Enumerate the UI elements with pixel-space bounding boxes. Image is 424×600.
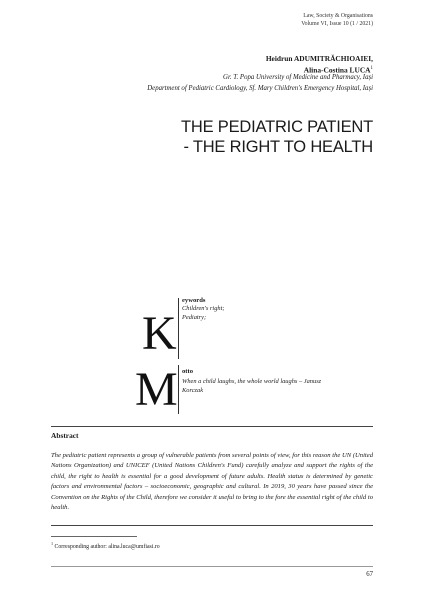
abstract-bottom-rule xyxy=(51,525,373,526)
motto-drop-letter: M xyxy=(135,363,178,416)
motto-text-line-2: Korczak xyxy=(182,386,204,394)
title-line-2: - THE RIGHT TO HEALTH xyxy=(183,138,373,156)
abstract-body: The pediatric patient represents a group of vulnerable patients from several points of view, for this reason the UN (United Nations Organization) and UNICEF (United Nations Children's Fund) carefully analyze and support the rights of the child, the right to health is essential for a good development of future adults. Health status is determined by genetic factors and environmental factors – socioeconomic, geographic and cultural. In 2019, 30 years have passed since the Convention on the Rights of the Child, therefore we consider it useful to bring to the fore the essential right of the child to health. xyxy=(51,452,373,512)
keyword-2: Pediatry; xyxy=(182,313,207,321)
keywords-divider xyxy=(178,298,179,359)
footnote-number: 1 xyxy=(51,541,54,546)
abstract-heading: Abstract xyxy=(51,431,79,440)
title-line-1: THE PEDIATRIC PATIENT xyxy=(181,118,373,136)
page-number: 67 xyxy=(366,571,373,578)
footnote-text: Corresponding author: alina.luca@umfiasi.ro xyxy=(54,543,160,550)
motto-section xyxy=(182,368,321,395)
affiliation-hospital: Department of Pediatric Cardiology, Sf. Mary Children's Emergency Hospital, Iași xyxy=(147,85,373,92)
journal-name: Law, Society & Organisations xyxy=(303,13,373,19)
footnote xyxy=(51,541,160,550)
author-2: Alina-Costina LUCA$^1$ xyxy=(303,65,373,75)
keywords-section xyxy=(182,297,225,322)
journal-header xyxy=(301,12,373,28)
keywords-drop-letter: K xyxy=(142,307,177,360)
affiliations xyxy=(147,72,373,94)
motto-text-line-1: When a child laughs, the whole world laughs – Janusz xyxy=(182,378,322,385)
abstract-top-rule xyxy=(51,426,373,427)
affiliation-university: Gr. T. Popa University of Medicine and Pharmacy, Iași xyxy=(223,74,373,81)
journal-issue: Volume VI, Issue 10 (1 / 2021) xyxy=(301,21,373,27)
motto-divider xyxy=(178,365,179,414)
keywords-heading: eywords xyxy=(182,297,206,304)
keyword-1: Children's right; xyxy=(182,305,225,312)
footnote-rule xyxy=(51,536,137,537)
motto-heading: otto xyxy=(182,368,193,375)
paper-title xyxy=(181,117,373,157)
author-1: Heidrun ADUMITRĂCHIOAIEI, xyxy=(265,54,373,63)
page-bottom-rule xyxy=(51,566,373,567)
footnote-mark: 1 xyxy=(370,66,373,71)
